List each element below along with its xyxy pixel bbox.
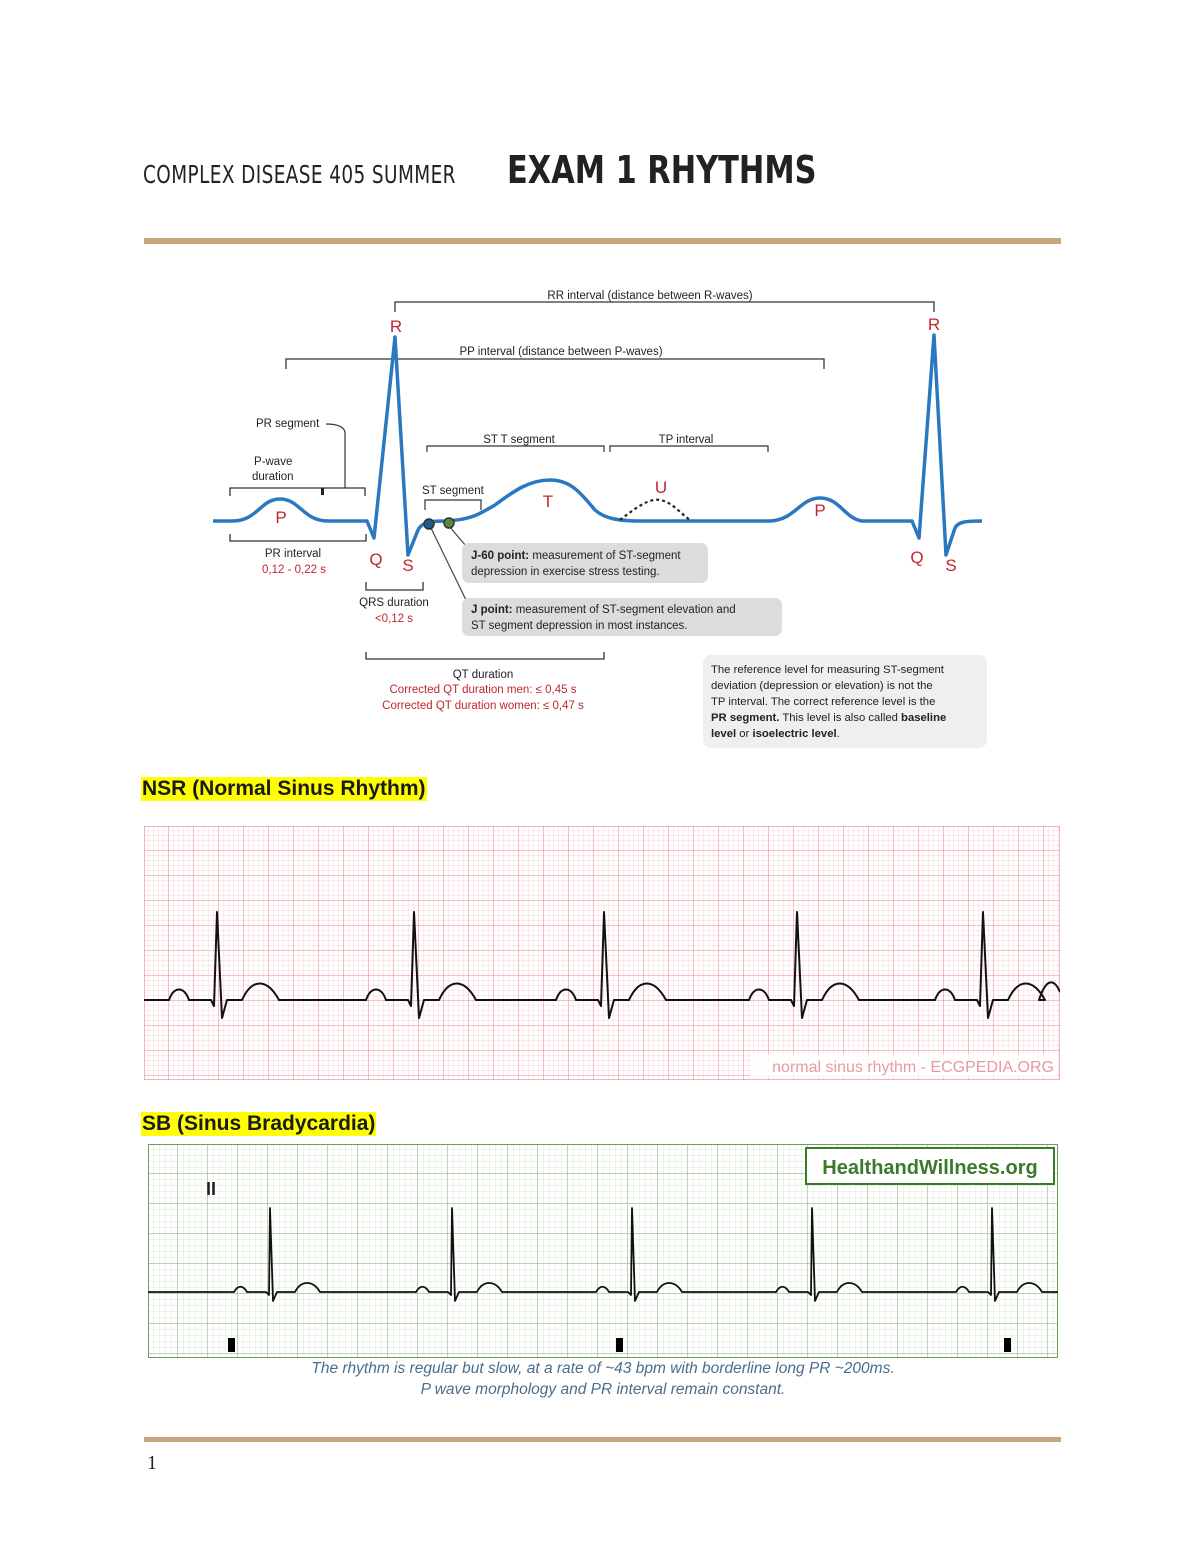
p-wave-label-1: P <box>275 508 287 527</box>
sb-caption-line1: The rhythm is regular but slow, at a rate of ~43 bpm with borderline long PR ~200ms. <box>311 1360 895 1377</box>
sb-caption-line2: P wave morphology and PR interval remain constant. <box>420 1381 786 1398</box>
qrs-duration-label: QRS duration <box>359 597 429 609</box>
svg-text:PR segment. This level is also: PR segment. This level is also called baseline <box>711 712 947 724</box>
qrs-duration-value: <0,12 s <box>374 613 414 625</box>
p-wave-duration-bracket <box>230 488 365 496</box>
pp-interval-label: PP interval (distance between P-waves) <box>459 346 663 358</box>
header-divider <box>144 238 1061 244</box>
u-wave-trace <box>620 500 690 520</box>
svg-text:TP interval. The correct refer: TP interval. The correct reference level is the <box>711 696 936 708</box>
qt-men-label: Corrected QT duration men: ≤ 0,45 s <box>389 684 577 696</box>
sb-heading: SB (Sinus Bradycardia) <box>142 1112 376 1135</box>
svg-text:J-60 point: measurement of ST-: J-60 point: measurement of ST-segment <box>471 550 681 562</box>
st-segment-label: ST segment <box>422 485 484 497</box>
page-number: 1 <box>147 1452 157 1474</box>
svg-text:ST segment depression in most: ST segment depression in most instances. <box>471 620 688 632</box>
nsr-watermark: normal sinus rhythm - ECGPEDIA.ORG <box>772 1059 1054 1076</box>
document-header <box>143 148 893 192</box>
svg-text:duration: duration <box>252 471 294 483</box>
footer-divider <box>144 1437 1061 1442</box>
pr-interval-bracket <box>230 534 366 541</box>
st-t-segment-label: ST T segment <box>483 434 555 446</box>
st-segment-bracket <box>425 500 481 510</box>
s-wave-label-2: S <box>945 556 957 575</box>
qt-duration-bracket <box>366 652 604 659</box>
sb-lead-label: II <box>206 1179 217 1199</box>
pr-segment-label: PR segment <box>256 418 320 430</box>
svg-text:deviation (depression or eleva: deviation (depression or elevation) is not the <box>711 680 933 692</box>
t-wave-label: T <box>542 492 554 511</box>
svg-text:depression in exercise stress: depression in exercise stress testing. <box>471 566 660 578</box>
r-wave-label-1: R <box>389 317 403 336</box>
qt-duration-label: QT duration <box>452 669 514 681</box>
sb-timing-tick-1 <box>228 1338 235 1352</box>
u-wave-label: U <box>654 478 668 497</box>
course-title: COMPLEX DISEASE 405 SUMMER <box>143 160 456 189</box>
s-wave-label-1: S <box>402 556 414 575</box>
page-title: EXAM 1 RHYTHMS <box>506 148 817 192</box>
nsr-heading: NSR (Normal Sinus Rhythm) <box>142 777 426 800</box>
j60-point-marker <box>444 518 454 528</box>
rr-interval-label: RR interval (distance between R-waves) <box>547 290 753 302</box>
sb-caption <box>148 1358 1058 1400</box>
sb-ecg-strip <box>148 1144 1058 1358</box>
st-t-segment-bracket <box>427 446 604 452</box>
qrs-duration-bracket <box>366 582 423 590</box>
p-wave-duration-label: P-wave <box>254 456 293 468</box>
p-wave-label-2: P <box>814 501 826 520</box>
j-point-marker <box>424 519 434 529</box>
ecg-waveform-diagram <box>205 280 995 750</box>
pr-interval-value: 0,12 - 0,22 s <box>262 564 326 576</box>
q-wave-label-1: Q <box>369 550 383 569</box>
qt-women-label: Corrected QT duration women: ≤ 0,47 s <box>382 700 584 712</box>
q-wave-label-2: Q <box>910 548 924 567</box>
r-wave-label-2: R <box>927 315 941 334</box>
tp-interval-bracket <box>610 446 768 452</box>
pr-interval-label: PR interval <box>264 548 322 560</box>
svg-text:The reference level for measur: The reference level for measuring ST-segment <box>711 664 944 676</box>
ecg-waveform-trace <box>213 335 982 555</box>
nsr-ecg-strip <box>144 826 1060 1080</box>
tp-interval-label: TP interval <box>658 434 714 446</box>
pp-interval-bracket <box>286 359 824 369</box>
svg-text:J point: measurement of ST-seg: J point: measurement of ST-segment elevation and <box>471 604 736 616</box>
sb-brand-text: HealthandWillness.org <box>822 1157 1038 1179</box>
svg-text:level or isoelectric level.: level or isoelectric level. <box>711 728 840 740</box>
sb-timing-tick-2 <box>616 1338 623 1352</box>
sb-timing-tick-3 <box>1004 1338 1011 1352</box>
rr-interval-bracket <box>395 302 934 312</box>
